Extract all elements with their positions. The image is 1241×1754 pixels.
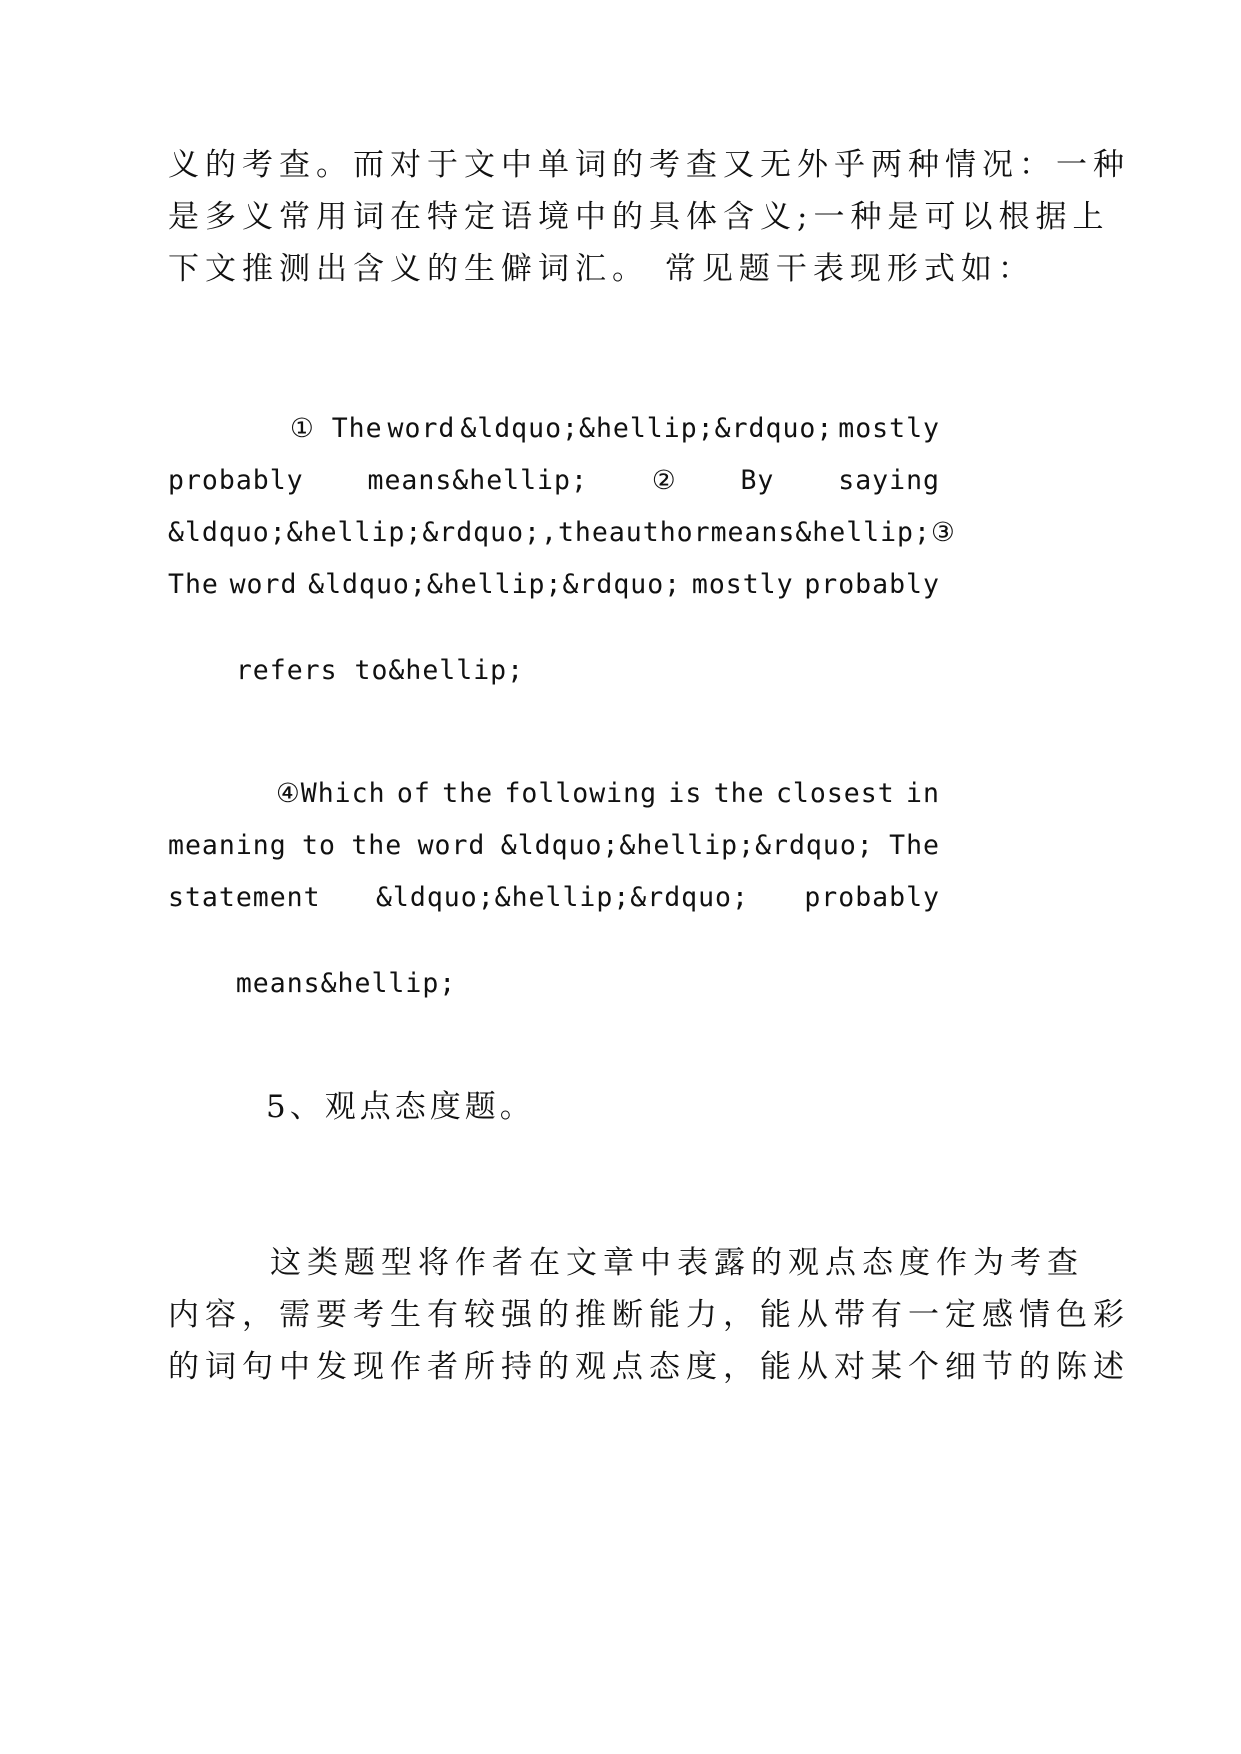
word: probably	[804, 569, 940, 600]
word: of	[396, 778, 431, 809]
word: in	[906, 778, 940, 809]
word: word	[387, 413, 456, 444]
word: following	[504, 778, 658, 809]
paragraph-line: 这类题型将作者在文章中表露的观点态度作为考查	[270, 1245, 1084, 1281]
word: mostly	[691, 569, 794, 600]
section-heading: 5、观点态度题。	[266, 1089, 535, 1125]
word: ②	[651, 465, 677, 496]
word: &ldquo;&hellip;&rdquo;,	[168, 517, 558, 548]
paragraph-line	[168, 829, 940, 863]
word: refers to&hellip;	[235, 655, 525, 686]
word: closest	[775, 778, 895, 809]
paragraph-line	[168, 881, 940, 915]
paragraph-line	[168, 620, 524, 722]
word: &ldquo;&hellip;&rdquo;	[460, 413, 834, 444]
word: means&hellip;	[710, 517, 931, 548]
word: By	[740, 465, 775, 496]
paragraph-line: 内容，需要考生有较强的推断能力，能从带有一定感情色彩	[168, 1297, 1130, 1333]
word: ④Which	[276, 778, 386, 809]
word: mostly	[838, 413, 940, 444]
word: &ldquo;&hellip;&rdquo;	[375, 882, 749, 913]
word: saying	[838, 465, 940, 496]
word: ① The	[290, 413, 383, 444]
word: meaning	[168, 830, 287, 861]
paragraph-line: 义的考查。而对于文中单词的考查又无外乎两种情况：一种	[168, 147, 1130, 183]
word: means&hellip;	[367, 465, 588, 496]
paragraph-line	[168, 933, 456, 1035]
word: word	[229, 569, 298, 600]
paragraph-line	[168, 516, 956, 550]
word: &ldquo;&hellip;&rdquo;	[500, 830, 874, 861]
word: statement	[168, 882, 321, 913]
word: the	[351, 830, 403, 861]
paragraph-line: 下文推测出含义的生僻词汇。 常见题干表现形式如：	[168, 251, 1035, 287]
word: the	[713, 778, 765, 809]
word: ③	[930, 517, 956, 548]
word: The	[889, 830, 940, 861]
word: the	[557, 517, 609, 548]
word: to	[302, 830, 336, 861]
word: the	[442, 778, 494, 809]
paragraph-line: 的词句中发现作者所持的观点态度，能从对某个细节的陈述	[168, 1349, 1130, 1385]
word: word	[417, 830, 486, 861]
paragraph-line	[168, 464, 940, 498]
paragraph-line	[290, 412, 940, 446]
word: The	[168, 569, 219, 600]
paragraph-line: 是多义常用词在特定语境中的具体含义;一种是可以根据上	[168, 199, 1110, 235]
word: &ldquo;&hellip;&rdquo;	[308, 569, 682, 600]
word: probably	[804, 882, 940, 913]
word: probably	[168, 465, 304, 496]
word: means&hellip;	[235, 968, 457, 999]
word: author	[608, 517, 711, 548]
paragraph-line	[276, 777, 940, 811]
paragraph-line	[168, 568, 940, 602]
word: is	[668, 778, 703, 809]
